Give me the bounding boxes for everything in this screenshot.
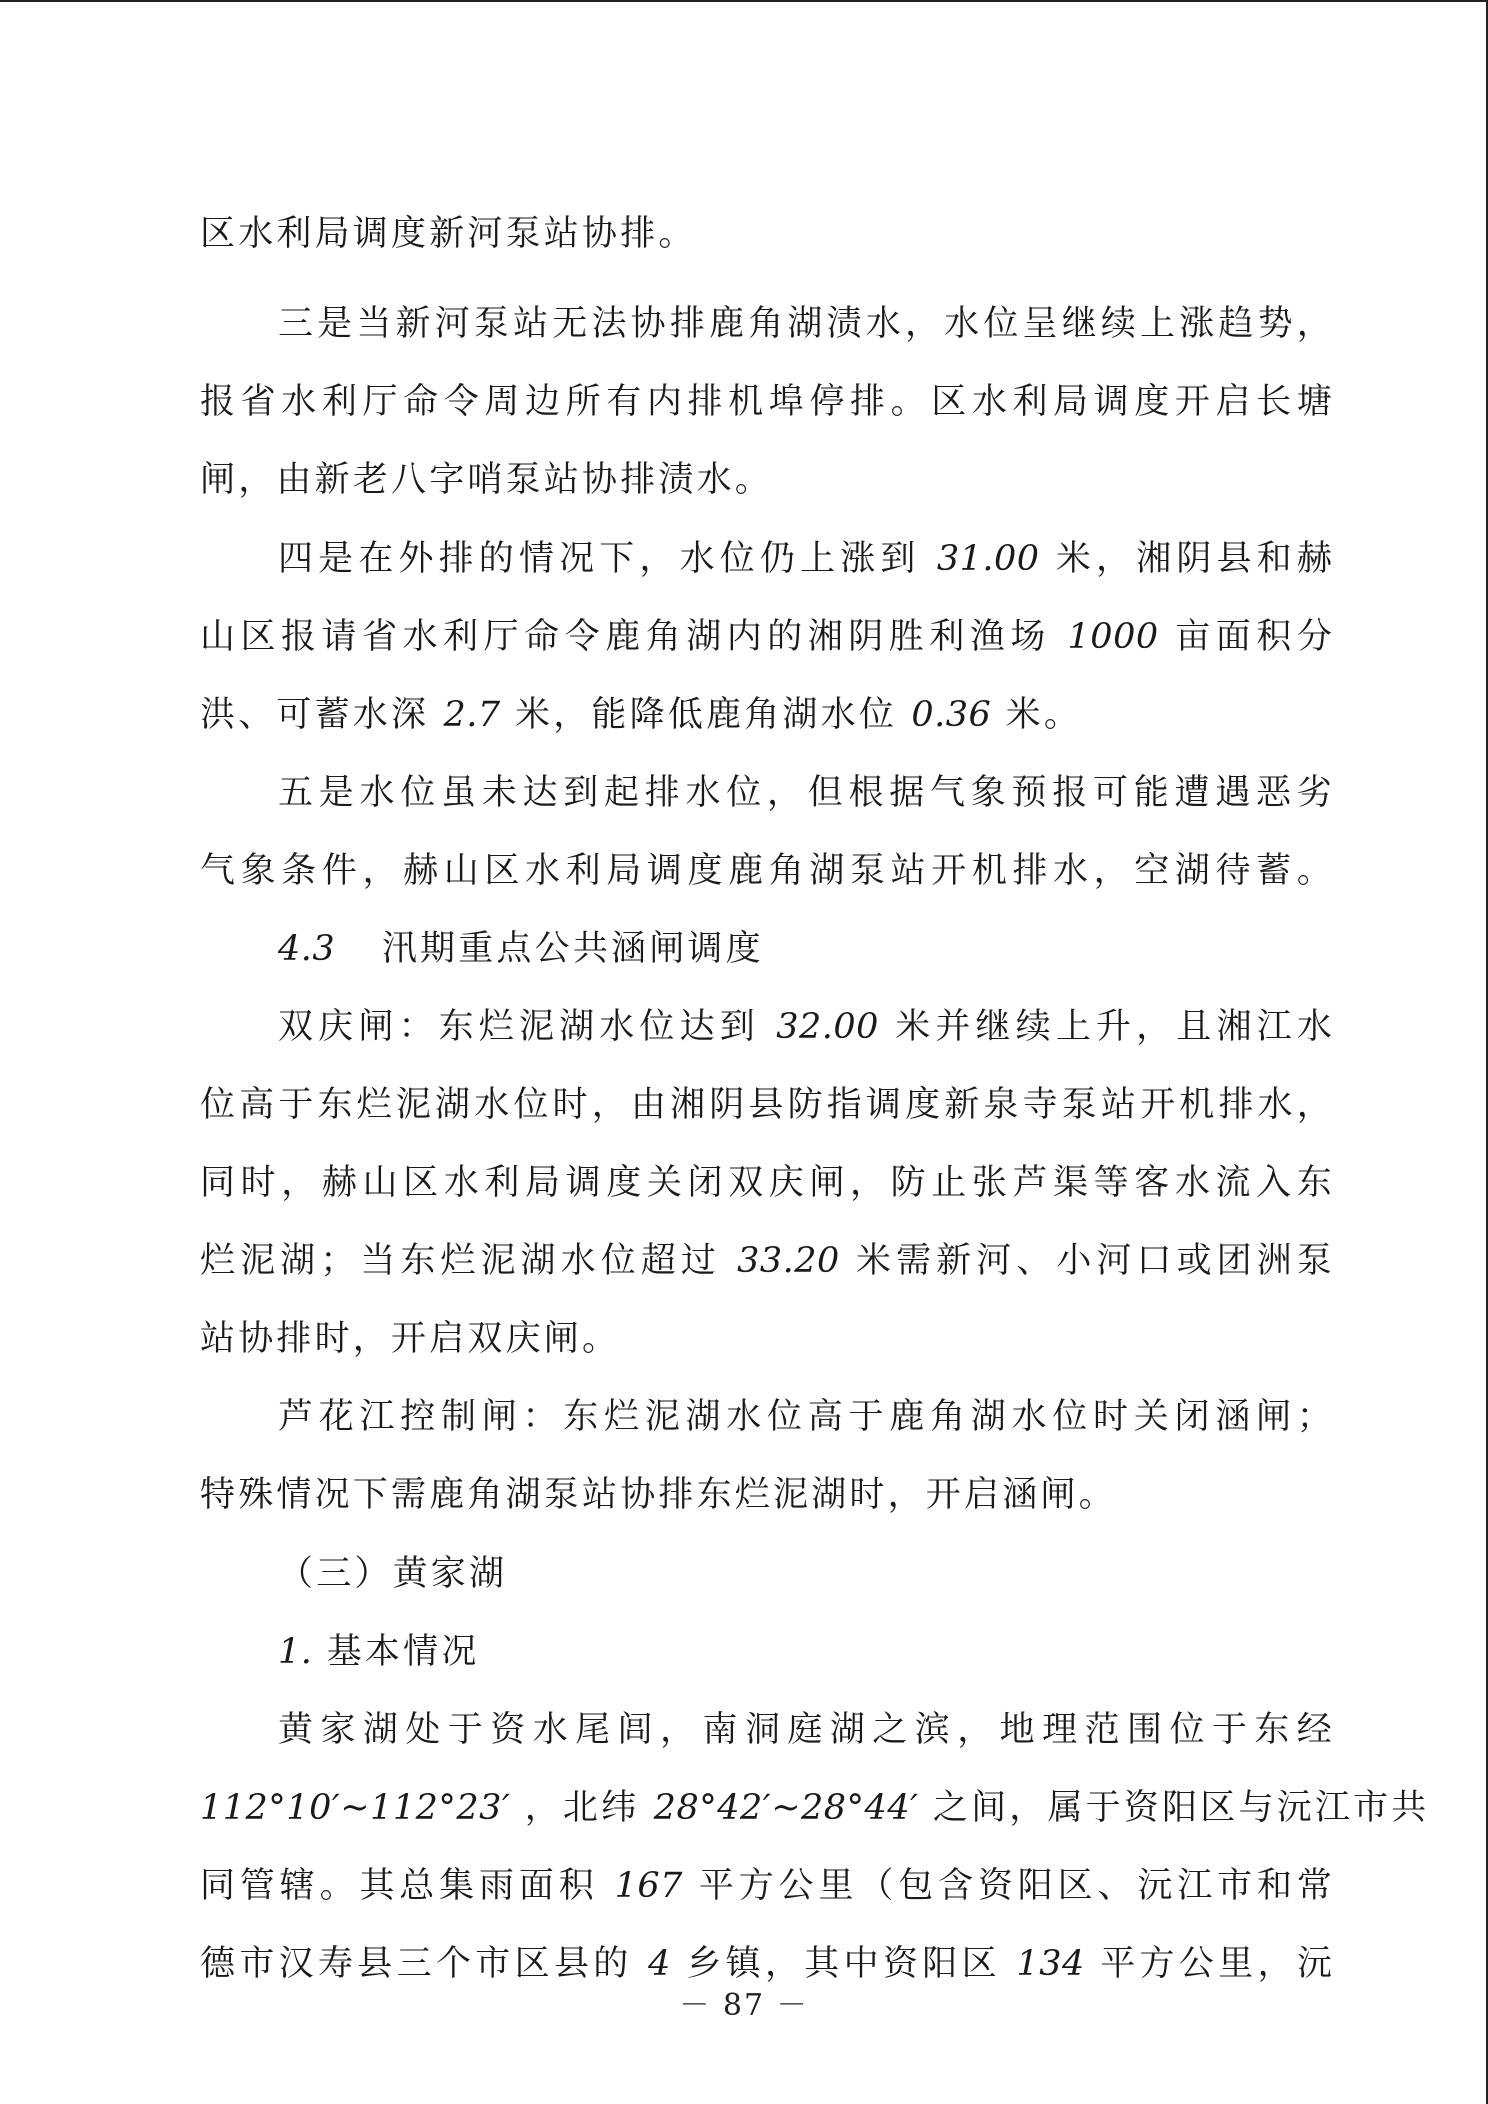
text-span: 四是在外排的情况下，水位仍上涨到	[278, 539, 921, 579]
text-span: 米，能降低鹿角湖水位	[515, 695, 898, 735]
text-span: 乡镇，其中资阳区	[686, 1944, 1001, 1984]
subsection-heading	[278, 1554, 507, 1594]
page-number: － 87 －	[679, 1988, 809, 2023]
text-span: 同管辖。其总集雨面积	[200, 1866, 599, 1906]
paragraph-line	[278, 773, 1335, 813]
paragraph-line	[278, 1710, 1335, 1750]
paragraph-line	[200, 1085, 1335, 1125]
coordinate-span: 112°10′~112°23′	[200, 1788, 511, 1828]
text-span: 山区报请省水利厅命令鹿角湖内的湘阴胜利渔场	[200, 617, 1051, 657]
paragraph-line	[200, 1163, 1335, 1203]
number-span: 2.7	[443, 695, 501, 735]
text-span: 米并继续上升，且湘江水	[895, 1007, 1336, 1047]
subsection-title: （三）黄家湖	[278, 1554, 508, 1594]
paragraph-line	[200, 1475, 1117, 1515]
text-span: 位高于东烂泥湖水位时，由湘阴县防指调度新泉寺泵站开机排水，	[200, 1085, 1335, 1125]
paragraph-line	[200, 617, 1335, 657]
paragraph-line	[278, 1397, 1335, 1437]
heading-title: 基本情况	[326, 1632, 480, 1672]
text-span: 烂泥湖；当东烂泥湖水位超过	[200, 1241, 721, 1281]
text-span: 平方公里（包含资阳区、沅江市和常	[698, 1866, 1336, 1906]
paragraph-line	[200, 1788, 1430, 1828]
text-span: 黄家湖处于资水尾闾，南洞庭湖之滨，地理范围位于东经	[278, 1710, 1335, 1750]
number-span: 134	[1016, 1944, 1085, 1984]
text-span: 洪、可蓄水深	[200, 695, 430, 735]
text-span: 报省水利厅命令周边所有内排机埠停排。区水利局调度开启长塘	[200, 382, 1335, 422]
number-span: 32.00	[776, 1007, 879, 1047]
text-span: 德市汉寿县三个市区县的	[200, 1944, 633, 1984]
text-span: 之间，属于资阳区与沅江市共	[932, 1788, 1430, 1828]
paragraph-line	[278, 304, 1335, 344]
paragraph-line	[200, 695, 1082, 735]
text-span: 米，湘阴县和赫	[1055, 539, 1336, 579]
text-span: 芦花江控制闸：东烂泥湖水位高于鹿角湖水位时关闭涵闸；	[278, 1397, 1335, 1437]
text-span: 双庆闸：东烂泥湖水位达到	[278, 1007, 760, 1047]
paragraph-line	[278, 539, 1335, 579]
text-span: 特殊情况下需鹿角湖泵站协排东烂泥湖时，开启涵闸。	[200, 1475, 1117, 1515]
section-title: 汛期重点公共涵闸调度	[381, 929, 764, 969]
text-span: 平方公里，沅	[1100, 1944, 1336, 1984]
number-span: 31.00	[936, 539, 1040, 579]
number-span: 1000	[1067, 617, 1159, 657]
text-span: 五是水位虽未达到起排水位，但根据气象预报可能遭遇恶劣	[278, 773, 1335, 813]
text-span: ，北纬	[524, 1788, 640, 1828]
text-span: 气象条件，赫山区水利局调度鹿角湖泵站开机排水，空湖待蓄。	[200, 851, 1335, 891]
number-span: 167	[614, 1866, 683, 1906]
section-number: 4.3	[278, 929, 336, 969]
number-span: 0.36	[911, 695, 992, 735]
text-span: 区水利局调度新河泵站协排。	[200, 214, 697, 254]
paragraph-line	[278, 1007, 1335, 1047]
numbered-heading	[278, 1632, 480, 1672]
text-span: 米需新河、小河口或团洲泵	[856, 1241, 1336, 1281]
paragraph-line	[200, 851, 1335, 891]
coordinate-span: 28°42′~28°44′	[653, 1788, 919, 1828]
heading-number: 1.	[278, 1632, 313, 1672]
paragraph-line	[200, 1241, 1335, 1281]
number-span: 4	[648, 1944, 671, 1984]
paragraph-line	[200, 214, 697, 254]
paragraph-line	[200, 1944, 1335, 1984]
text-span: 闸，由新老八字哨泵站协排渍水。	[200, 460, 774, 500]
paragraph-line	[200, 460, 773, 500]
section-heading	[278, 929, 764, 969]
text-span: 亩面积分	[1175, 617, 1336, 657]
paragraph-line	[200, 382, 1335, 422]
text-span: 同时，赫山区水利局调度关闭双庆闸，防止张芦渠等客水流入东	[200, 1163, 1335, 1203]
text-span: 米。	[1005, 695, 1083, 735]
paragraph-line	[200, 1319, 620, 1359]
number-span: 33.20	[737, 1241, 840, 1281]
paragraph-line	[200, 1866, 1335, 1906]
text-span: 三是当新河泵站无法协排鹿角湖渍水，水位呈继续上涨趋势，	[278, 304, 1335, 344]
text-span: 站协排时，开启双庆闸。	[200, 1319, 621, 1359]
